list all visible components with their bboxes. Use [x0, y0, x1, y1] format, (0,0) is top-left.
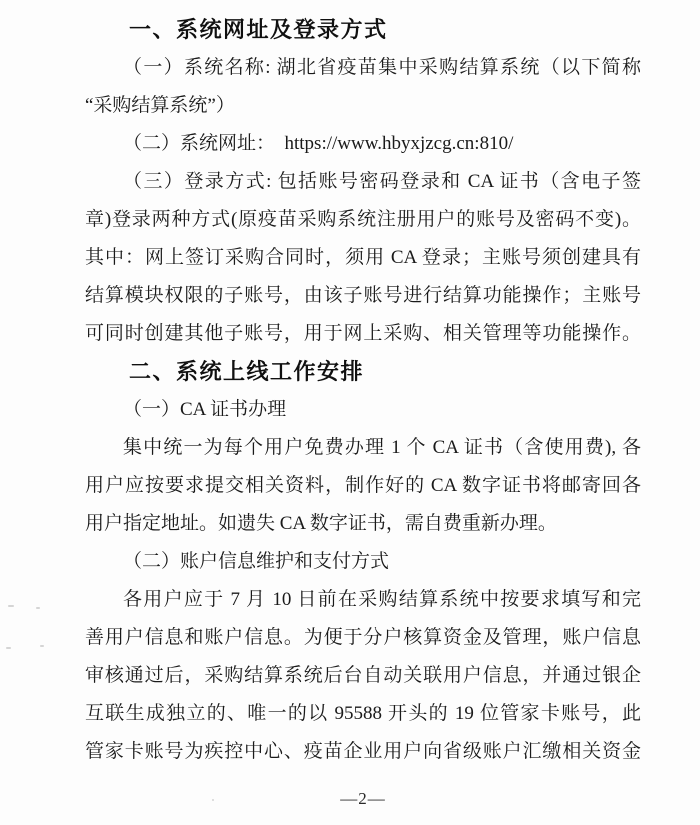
line-account-info-2: 善用户信息和账户信息。为便于分户核算资金及管理，账户信息 — [85, 627, 641, 648]
line-account-info-4: 互联生成独立的、唯一的以 95588 开头的 19 位管家卡账号，此 — [85, 703, 641, 724]
line-system-name-1: （一）系统名称: 湖北省疫苗集中采购结算系统（以下简称 — [123, 57, 641, 78]
line-system-name-2: “采购结算系统”） — [85, 95, 235, 116]
line-login-method-3: 其中：网上签订采购合同时，须用 CA 登录；主账号须创建具有 — [85, 247, 641, 268]
line-system-url: （二）系统网址： https://www.hbyxjzcg.cn:810/ — [123, 133, 514, 154]
scan-speck — [36, 607, 40, 609]
line-login-method-4: 结算模块权限的子账号，由该子账号进行结算功能操作；主账号 — [85, 285, 641, 306]
line-login-method-1: （三）登录方式: 包括账号密码登录和 CA 证书（含电子签 — [123, 171, 641, 192]
line-account-info-3: 审核通过后，采购结算系统后台自动关联用户信息，并通过银企 — [85, 665, 641, 686]
line-ca-cert-1: 集中统一为每个用户免费办理 1 个 CA 证书（含使用费), 各 — [123, 437, 641, 458]
section-2-heading: 二、系统上线工作安排 — [129, 359, 365, 384]
scan-speck — [6, 647, 11, 649]
line-ca-cert-2: 用户应按要求提交相关资料，制作好的 CA 数字证书将邮寄回各 — [85, 475, 641, 496]
document-text-block — [85, 11, 641, 771]
line-login-method-5: 可同时创建其他子账号，用于网上采购、相关管理等功能操作。 — [85, 323, 641, 344]
page-number: —2— — [340, 789, 386, 808]
line-account-subheading: （二）账户信息维护和支付方式 — [123, 551, 390, 572]
scan-speck — [8, 605, 14, 607]
line-account-info-5: 管家卡账号为疾控中心、疫苗企业用户向省级账户汇缴相关资金 — [85, 741, 641, 762]
line-ca-cert-3: 用户指定地址。如遗失 CA 数字证书，需自费重新办理。 — [85, 513, 557, 534]
line-account-info-1: 各用户应于 7 月 10 日前在采购结算系统中按要求填写和完 — [123, 589, 641, 610]
scan-speck — [212, 799, 214, 801]
line-ca-subheading: （一）CA 证书办理 — [123, 399, 287, 420]
line-login-method-2: 章)登录两种方式(原疫苗采购系统注册用户的账号及密码不变)。 — [85, 209, 641, 230]
section-1-heading: 一、系统网址及登录方式 — [129, 17, 388, 42]
scan-speck — [40, 645, 44, 647]
